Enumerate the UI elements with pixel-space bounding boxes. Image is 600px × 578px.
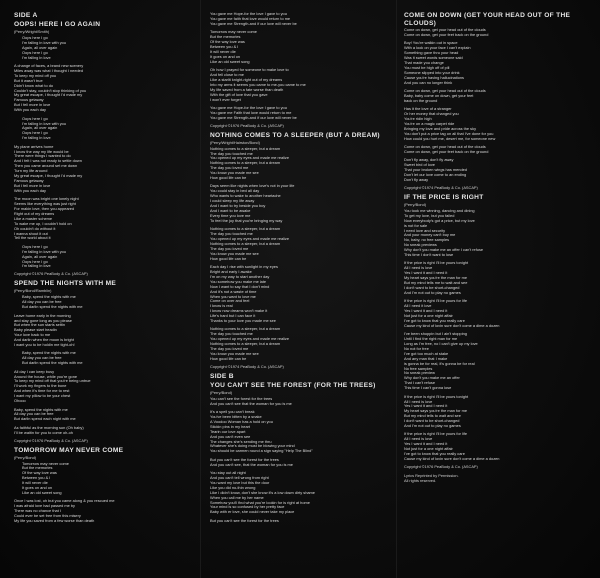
lyric-line: Like a master scheme bbox=[14, 216, 53, 221]
lyric-line: I need love and security bbox=[404, 228, 446, 233]
lyric-line: To keep my mind off you bbox=[14, 73, 57, 78]
songwriter-credit: (Perry/Wright/Hairston/Bond) bbox=[210, 139, 260, 145]
lyric-line: But I fell more in love bbox=[14, 103, 51, 108]
lyric-line: Nothing comes to a sleeper, but a dream bbox=[210, 161, 281, 166]
lyric-line: Now I want to say that I don't mind bbox=[210, 284, 270, 289]
lyric-line: I want my pillow to be your chest bbox=[14, 394, 71, 399]
lyric-line: How good life can be bbox=[210, 356, 247, 361]
lyric-line: If the price is right I'll be yours tonight bbox=[404, 394, 469, 399]
lyric-line: is gonna be for real, it's gonna be for real bbox=[404, 361, 475, 366]
lyric-line: Life's hard but I can face it bbox=[210, 314, 256, 319]
lyric-line: And you can't see, that the woman for you is me bbox=[210, 462, 293, 467]
song-title: TOMORROW MAY NEVER COME bbox=[14, 446, 124, 454]
lyric-line: And it's not a waste of time bbox=[210, 289, 257, 294]
lyric-line: This time I don't want to lose bbox=[404, 253, 454, 258]
lyric-line: A change of faces, a brand new scenery bbox=[14, 64, 84, 69]
lyric-line: Baby please start headin bbox=[14, 328, 57, 333]
lyric-line: Right out of my dreams bbox=[14, 211, 55, 216]
lyric-line: No sneak preview bbox=[404, 371, 435, 376]
lyric-line: My heart says you're the man for me bbox=[404, 409, 468, 414]
lyric-line: If the price is right I'll be yours tonight bbox=[404, 261, 469, 266]
lyric-line: Between you & I bbox=[22, 476, 51, 481]
lyric-line: All I need is love bbox=[404, 399, 433, 404]
lyric-line: Your mind is so confused by her pretty face bbox=[210, 505, 285, 510]
lyric-line: Come on down, get your head out of the clouds bbox=[404, 88, 486, 93]
lyric-line: You must be high off of pill bbox=[404, 65, 450, 70]
lyric-line: Was it sweet words someone said bbox=[404, 56, 463, 61]
lyric-line: back on the ground bbox=[404, 98, 438, 103]
lyric-line: I'm falling in love bbox=[22, 136, 51, 141]
lyric-line: Tearin our love apart bbox=[210, 429, 246, 434]
lyric-line: It goes on and on bbox=[22, 486, 53, 491]
song-block bbox=[14, 280, 194, 442]
lyric-line: All day you can be free bbox=[22, 300, 62, 305]
song-block bbox=[404, 194, 590, 469]
lyric-line: But I fell more in love bbox=[14, 183, 51, 188]
lyric-line: Has it the love of a stranger bbox=[404, 107, 452, 112]
lyric-line: And I want to be awake bbox=[210, 209, 251, 213]
lyric-line: Nothing comes to a sleeper, but a dream bbox=[210, 146, 281, 151]
lyric-line: Yes I want it and I need it bbox=[404, 404, 448, 409]
lyric-line: As faithful as the morning sun (Oh baby) bbox=[14, 425, 84, 430]
lyric-line: I'm falling in love with you bbox=[22, 249, 66, 254]
lyric-line: Oh couldn't do without it bbox=[14, 226, 56, 231]
lyric-line: My life you saved from a few worse than death bbox=[14, 519, 95, 523]
lyric-line: Stickin pins in my heart bbox=[210, 424, 251, 429]
lyric-line: Not just for a one night affair bbox=[404, 447, 453, 452]
lyric-line: Who wants to wake to another heartache bbox=[210, 194, 281, 199]
lyric-line: But my mind tells me to wait and see bbox=[404, 281, 468, 286]
lyric-line: Yes I want it and I need it bbox=[404, 442, 448, 447]
lyric-line: Again, all over again bbox=[22, 45, 58, 50]
lyric-line: Could ever be set free from this misery bbox=[14, 514, 81, 519]
lyric-line: Nothing comes to a sleeper, but a dream bbox=[210, 227, 281, 232]
lyric-line: Seems like everything was just right bbox=[14, 202, 76, 207]
songwriter-credit: (Perry/Wright/Smith) bbox=[14, 29, 50, 34]
lyric-line: Whatever she's doing must be blowing your mind bbox=[210, 444, 295, 449]
lyric-line: The day you loved me bbox=[210, 246, 249, 251]
lyric-line: And you can no longer think bbox=[404, 80, 453, 85]
lyric-line: Tomorrow may never come bbox=[22, 461, 69, 466]
lyric-line: The day you touched me bbox=[210, 151, 253, 156]
lyric-line: Come on down, get your head out of the clouds bbox=[404, 28, 486, 32]
lyric-line: I'll work my fingers to the bone bbox=[14, 384, 67, 389]
footer-note: Lyrics Reprinted by Permission. bbox=[404, 472, 459, 478]
lyric-line: For makin love, then you appeared bbox=[14, 207, 75, 211]
lyric-line: I won't ever forget bbox=[210, 97, 241, 102]
side-label: SIDE B bbox=[210, 372, 234, 380]
lyric-line: No sneak previews bbox=[404, 243, 437, 248]
lyric-line: To keep my mind off that you're being untrue bbox=[14, 379, 91, 384]
footer-note: All rights reserved. bbox=[404, 477, 437, 483]
lyric-line: I've got to know that you really care bbox=[404, 452, 465, 457]
lyric-line: Cause my kind of lovin sure don't come a dime a dozen bbox=[404, 456, 500, 461]
lyric-line: Yes I want it and I need it bbox=[404, 309, 448, 314]
lyric-line: You want my love but this the door bbox=[210, 480, 270, 485]
lyric-line: Don't let our love come to an ending bbox=[404, 173, 467, 178]
lyric-line: Or her money that changed you bbox=[404, 112, 459, 117]
lyric-line: No, baby, no free samples bbox=[404, 238, 450, 243]
lyric-line: But you can't see the forest for the trees bbox=[210, 518, 279, 523]
lyric-line: But when the sun starts settin bbox=[14, 323, 66, 328]
lyric-line: I've got to know that you really care bbox=[404, 318, 465, 323]
copyright-notice: Copyright ©1976 PeaBody & Co. (ASCAP) bbox=[404, 463, 478, 469]
lyric-line: But it wasn't true bbox=[14, 78, 43, 83]
lyric-line: That I can't refuse bbox=[404, 381, 436, 386]
song-block bbox=[210, 373, 390, 524]
lyric-line: I don't want to be short-changed bbox=[404, 419, 460, 424]
lyric-line: Couldn't stay, couldn't stop thinking of you bbox=[14, 88, 87, 93]
lyric-line: Famous getaway bbox=[14, 98, 44, 103]
lyric-line: Cause my kind of lovin sure don't come a dime a dozen bbox=[404, 323, 500, 328]
lyric-line: That made you change bbox=[404, 60, 444, 65]
lyric-line: You gave me Strength-and if our love will never be bbox=[210, 115, 297, 120]
song-continuation bbox=[210, 12, 390, 128]
side-label: SIDE A bbox=[14, 12, 38, 19]
lyric-line: Days seem like nights when love's not in your life bbox=[210, 184, 295, 189]
lyric-line: Ohooo bbox=[14, 399, 26, 404]
lyric-line: To wake me up, I couldn't hold on bbox=[14, 221, 72, 226]
lyric-line: Somehow you'll find what you're lookin for is right at home bbox=[210, 500, 310, 505]
lyric-line: My life saved from a fate worse than death bbox=[210, 87, 284, 92]
lyric-line: Like you did no-thin wrong bbox=[210, 485, 256, 490]
lyric-line: I've got too much at stake bbox=[404, 351, 449, 356]
song-block bbox=[404, 12, 590, 190]
lyric-line: How good life can be bbox=[210, 256, 247, 261]
lyric-line: I know the way my life would be bbox=[14, 149, 69, 154]
song-title: OOPS! HERE I GO AGAIN bbox=[14, 21, 101, 28]
lyric-line: You don't put a price tag on all that I've done for you bbox=[404, 131, 494, 136]
lyric-lines bbox=[14, 36, 194, 269]
lyric-line: Nothing comes to a sleeper, but a dream bbox=[210, 241, 281, 246]
lyric-line: Someone slipped into your drink bbox=[404, 70, 460, 75]
song-block bbox=[210, 132, 390, 369]
lyric-line: Oops here I go bbox=[22, 116, 48, 121]
lyric-line: You gave me Hope-for the love I gave to you bbox=[210, 12, 287, 16]
lyric-line: You gave me Hope-for the love I gave to you bbox=[210, 105, 287, 110]
lyric-line: Didn't know what to do bbox=[14, 83, 54, 88]
copyright-notice: Copyright ©1976 PeaBody & Co. (ASCAP) bbox=[14, 271, 88, 277]
lyric-line: Baby, spend the nights with me bbox=[22, 295, 76, 300]
lyric-line: There were things I wanted to do bbox=[14, 154, 71, 159]
column-right bbox=[404, 12, 590, 483]
lyric-line: I was afraid love had passed me by bbox=[14, 504, 75, 509]
lyric-line: The day you loved me bbox=[210, 166, 249, 171]
lyric-line: Yes I want it and I need it bbox=[404, 271, 448, 276]
lyric-line: Bright and early I awake bbox=[210, 269, 252, 274]
songwriter-credit: (Perry/Bond) bbox=[404, 201, 427, 207]
lyric-lines bbox=[210, 147, 390, 362]
lyric-line: You know you made me see bbox=[210, 171, 259, 176]
lyric-line: You somehow you make me late bbox=[210, 279, 267, 284]
lyric-line: It will never die bbox=[22, 481, 48, 486]
copyright-notice: Copyright ©1976 PeaBody & Co. (ASCAP) bbox=[14, 437, 88, 443]
lyric-line: But darlin spend each night with me bbox=[14, 417, 76, 422]
lyric-line: Why don't you make me an offer I can't refuse bbox=[404, 248, 484, 253]
song-block bbox=[14, 447, 194, 524]
lyric-line: The day you touched me bbox=[210, 332, 253, 337]
lyric-line: And I'm not out to play no games bbox=[404, 424, 461, 429]
lyric-line: I'm falling in love bbox=[22, 264, 51, 269]
lyric-line: Like an old sweet song bbox=[22, 490, 62, 495]
lyric-line: When you want to love me bbox=[210, 294, 256, 299]
lyric-line: Now everybody's got a price, but my love bbox=[404, 218, 475, 223]
lyric-line: You took me winning, dancing and dining bbox=[404, 208, 475, 213]
lyric-line: If the price is right I'll be yours for life bbox=[404, 432, 468, 437]
lyric-line: Into my arms it seems you came to me-you came to me bbox=[210, 82, 306, 87]
lyric-line: Baby, spend the nights with me bbox=[22, 351, 76, 356]
lyric-line: Thanks to your love you made me see bbox=[210, 319, 276, 324]
lyric-line: Baby, spend the nights with me bbox=[14, 407, 68, 412]
songwriter-credit: (Perry/Bond) bbox=[14, 454, 37, 460]
lyric-line: With the gift of love that you gave bbox=[210, 92, 268, 97]
copyright-notice: Copyright ©1974 PeaBody & Co. (ASCAP) bbox=[404, 184, 478, 190]
lyric-line: Like a starlit knight-right out of my dreams bbox=[210, 77, 283, 82]
lyric-line: And fell close to me bbox=[210, 72, 244, 77]
lyric-line: Come on down, get your head out of the clouds bbox=[404, 145, 486, 150]
lyric-line: You know you made me see bbox=[210, 251, 259, 256]
lyric-line: With a look on your face I can't explain bbox=[404, 46, 471, 51]
lyric-line: But darlin spend the nights with me bbox=[22, 305, 83, 310]
lyric-line: You could stay in bed all day bbox=[210, 189, 260, 194]
lyric-line: I wanna shout it out bbox=[14, 231, 48, 236]
lyric-line: You gave me Strength-and if our love will never be bbox=[210, 21, 297, 26]
lyric-line: You know you made me see bbox=[210, 351, 259, 356]
lyric-line: Oops here I go bbox=[22, 131, 48, 136]
copyright-notice: Copyright ©1976 PeaBody & Co. (ASCAP) bbox=[210, 122, 284, 128]
song-block bbox=[14, 21, 194, 276]
lyric-line: Like I didn't know, don't she know it's a low down dirty shame bbox=[210, 490, 315, 495]
lyric-line: Oh how I prayed for someone to make love to bbox=[210, 68, 289, 73]
lyric-line: I'm on my way to start another day bbox=[210, 274, 270, 279]
lyric-line: It's a spell you can't break bbox=[210, 410, 255, 415]
lyric-line: Again, all over again bbox=[22, 254, 58, 259]
lyric-line: Don't fly away bbox=[404, 177, 429, 182]
lyric-line: and stay gone long as you please bbox=[14, 318, 72, 323]
lyric-line: Baby, baby come on down, get your feet bbox=[404, 93, 474, 98]
lyric-line: Something gave thru your head bbox=[404, 51, 459, 56]
lyric-line: All day you can be free bbox=[22, 356, 62, 361]
lyric-line: Cause you're having hallucinations bbox=[404, 75, 465, 80]
lyric-line: If the price is right I'll be yours for life bbox=[404, 299, 468, 304]
lyric-line: My great escape, I thought I'd made my bbox=[14, 174, 83, 179]
lyric-line: Your love back to me bbox=[14, 333, 51, 338]
lyric-lines bbox=[404, 28, 590, 183]
lyric-line: Boy! You're walkin out in space bbox=[404, 41, 458, 46]
lyric-line: This time I can't gonna lose bbox=[404, 386, 452, 391]
songwriter-credit: (Perry/Bond/Ramblin) bbox=[14, 288, 52, 294]
lyric-line: I've been shoppin but I ain't stopping bbox=[404, 332, 467, 337]
lyric-line: I'm falling in love with you bbox=[22, 40, 66, 45]
lyric-lines bbox=[14, 295, 194, 435]
lyric-line: Come on down, get your feet back on the ground bbox=[404, 32, 489, 37]
lyric-line: And you can't even see bbox=[210, 434, 251, 439]
lyric-line: Miles away was what I thought I needed bbox=[14, 68, 83, 73]
lyric-line: Nothing comes to a sleeper, but a dream bbox=[210, 342, 281, 347]
lyric-line: To get my love, but you failed bbox=[404, 213, 455, 218]
column-middle bbox=[210, 12, 390, 528]
song-title: IF THE PRICE IS RIGHT bbox=[404, 193, 484, 201]
lyric-line: The moon was bright one lonely night bbox=[14, 197, 79, 202]
lyric-line: Why don't you make me an offer bbox=[404, 376, 460, 381]
lyric-line: No not for free bbox=[404, 346, 429, 351]
lyric-line: Don't fly away, don't fly away bbox=[404, 158, 454, 163]
lyric-line: The changes she's sending me thru bbox=[210, 439, 272, 444]
lyric-line: Like an old sweet song bbox=[210, 59, 250, 64]
lyric-line: It goes on and on bbox=[210, 54, 241, 59]
lyric-line: Once I was lost, oh but you came along & you rescued me bbox=[14, 499, 115, 504]
lyric-line: You're ridin high bbox=[404, 117, 432, 121]
lyric-line: Oops here I go bbox=[22, 259, 48, 264]
lyric-line: All I need is love bbox=[404, 266, 433, 271]
lyric-line: Oops here I go bbox=[22, 50, 48, 55]
lyric-line: Bringing my love and pride across the sky bbox=[404, 126, 477, 131]
lyric-line: I don't want to be short-changed bbox=[404, 285, 460, 290]
lyric-line: All day I can keep busy bbox=[14, 369, 55, 374]
song-title: NOTHING COMES TO A SLEEPER (BUT A DREAM) bbox=[210, 131, 380, 139]
lyric-line: And you can't see that the woman for you is me bbox=[210, 401, 292, 406]
lyric-line: How could you hurt me, desert me, for someone new bbox=[404, 136, 496, 141]
lyric-line: My heart says you're the man for me bbox=[404, 276, 468, 281]
lyric-line: Again, all over again bbox=[22, 126, 58, 131]
lyric-line: You've been bitten by a snake bbox=[210, 415, 262, 419]
lyric-line: You opened up my eyes and made me realize bbox=[210, 156, 290, 161]
lyric-line: Of the way love was bbox=[210, 40, 245, 45]
lyric-line: And when it's time for me to rest bbox=[14, 389, 70, 394]
lyric-line: The day you touched me bbox=[210, 232, 253, 237]
lyric-line: That your broken wings has mended bbox=[404, 168, 467, 173]
lyric-line: With you each day bbox=[14, 188, 47, 193]
lyric-line: How good life can be bbox=[210, 176, 247, 181]
lyric-line: Oops here I go bbox=[22, 244, 48, 249]
lyric-line: Every time you love me bbox=[210, 213, 251, 218]
lyric-line: And I'm not out to play no games bbox=[404, 290, 461, 295]
lyric-line: Not just for a one night affair bbox=[404, 314, 453, 318]
song-title: YOU CAN'T SEE THE FOREST (FOR THE TREES) bbox=[210, 381, 376, 389]
column-left bbox=[14, 12, 194, 528]
lyric-line: But the memories bbox=[22, 466, 53, 471]
lyric-line: Come on over and feel bbox=[210, 299, 250, 304]
lyric-line: There was no chance that I bbox=[14, 509, 61, 514]
song-title: COME ON DOWN (GET YOUR HEAD OUT OF THE CLOUDS) bbox=[404, 12, 571, 27]
copyright-notice: Copyright ©1974 PeaBody & Co. (ASCAP) bbox=[210, 363, 284, 369]
lyric-line: You opened up my eyes and made me realize bbox=[210, 337, 290, 342]
lyric-line: is not for sale bbox=[404, 223, 428, 228]
lyric-line: Baby with er love, she could never take my place bbox=[210, 510, 295, 515]
lyric-line: You gave me Faith that love would return to me bbox=[210, 110, 292, 115]
lyric-line: And you can't tell wrong from right bbox=[210, 475, 269, 480]
lyric-line: No free samples bbox=[404, 366, 433, 371]
lyric-line: You gave me faith that love would return to me bbox=[210, 16, 291, 21]
lyric-line: And your money can't buy me bbox=[404, 233, 456, 238]
lyric-line: You should be carmen round a sign saying "Help The Blind" bbox=[210, 449, 313, 454]
songwriter-credit: (Perry/Bond) bbox=[210, 389, 233, 395]
lyric-line: But darlin spend the nights with me bbox=[22, 361, 83, 366]
lyric-line: Tell the world about it bbox=[14, 236, 51, 241]
lyric-line: You stay out all night bbox=[210, 471, 246, 476]
column-divider bbox=[396, 0, 397, 578]
lyric-line: I'm falling in love with you bbox=[22, 121, 66, 126]
lyric-line: I know is real bbox=[210, 304, 233, 309]
lyric-line: With you each day bbox=[14, 108, 47, 113]
lyric-line: All I need is love bbox=[404, 437, 433, 442]
lyric-line: But the memories bbox=[210, 35, 241, 40]
lyric-line: And any man that I make bbox=[404, 356, 448, 361]
lyric-line: Then you came around set me down bbox=[14, 164, 78, 169]
lyric-line: Nothing comes to a sleeper, but a dream bbox=[210, 327, 281, 332]
lyric-line: My plane arrives home bbox=[14, 144, 54, 149]
lyric-line: A Voodoo Woman has a hold on you bbox=[210, 419, 273, 424]
lyric-lines bbox=[404, 209, 590, 462]
lyric-line: Oops here I go bbox=[22, 36, 48, 40]
lyric-line: And I want to try beside you boy bbox=[210, 204, 266, 209]
lyric-line: Long as I'm free, no I can't give up my love bbox=[404, 342, 478, 347]
lyric-line: Famous getaway bbox=[14, 178, 44, 183]
lyric-line: To feel the joy that you're bringing my way bbox=[210, 218, 283, 223]
lyric-line: It will never die bbox=[210, 49, 236, 54]
lyric-line: You can't see the forest for the trees bbox=[210, 396, 273, 401]
lyric-line: But you can't see the forest for the trees bbox=[210, 457, 279, 462]
lyric-line: And I felt I was not ready to settle down bbox=[14, 159, 82, 164]
lyric-line: Come on down, get your feet back on the ground bbox=[404, 149, 489, 154]
lyric-line: You opened up my eyes and made me realize bbox=[210, 237, 290, 242]
lyric-line: I'll be waitin for you to come oh-oh bbox=[14, 430, 73, 435]
lyric-line: The day you loved me bbox=[210, 347, 249, 352]
lyric-line: All I need it love bbox=[404, 304, 432, 309]
lyric-line: Leave home early in the morning bbox=[14, 313, 71, 318]
song-title: SPEND THE NIGHTS WITH ME bbox=[14, 280, 117, 288]
lyric-line: Of the way love was bbox=[22, 471, 57, 476]
lyric-line: Each day I rise with sunlight in my eyes bbox=[210, 265, 278, 270]
lyric-line: Around the house, while you're gone bbox=[14, 374, 78, 379]
lyric-line: I could sleep my life away bbox=[210, 199, 255, 204]
lyric-line: I want you to be holdin me tight-oh! bbox=[14, 343, 75, 348]
column-divider bbox=[200, 0, 201, 578]
lyric-line: My great escape, I thought I'd made my bbox=[14, 93, 83, 98]
lyric-lines bbox=[210, 397, 390, 524]
lyric-line: Until I find the right man for me bbox=[404, 337, 458, 342]
lyric-line: You're on a magic carpet ride bbox=[404, 121, 455, 126]
lyric-lines bbox=[14, 462, 194, 524]
lyric-line: And darlin when the moon is bright bbox=[14, 338, 74, 343]
lyric-line: I'm falling in love bbox=[22, 55, 51, 60]
lyric-line: Between you & I bbox=[210, 44, 239, 49]
lyric-line: Sweet bird of love bbox=[404, 163, 435, 168]
lyric-line: But my mind tells to wait and see bbox=[404, 414, 461, 419]
lyric-lines bbox=[210, 12, 390, 121]
lyric-line: Turn my life around bbox=[14, 169, 48, 174]
lyric-line: Tomorrow may never come bbox=[210, 30, 257, 35]
lyric-line: All day you can be free bbox=[14, 412, 54, 417]
lyric-line: When you call me by her name bbox=[210, 495, 264, 500]
lyric-line: I know now dreams won't make it bbox=[210, 309, 268, 314]
